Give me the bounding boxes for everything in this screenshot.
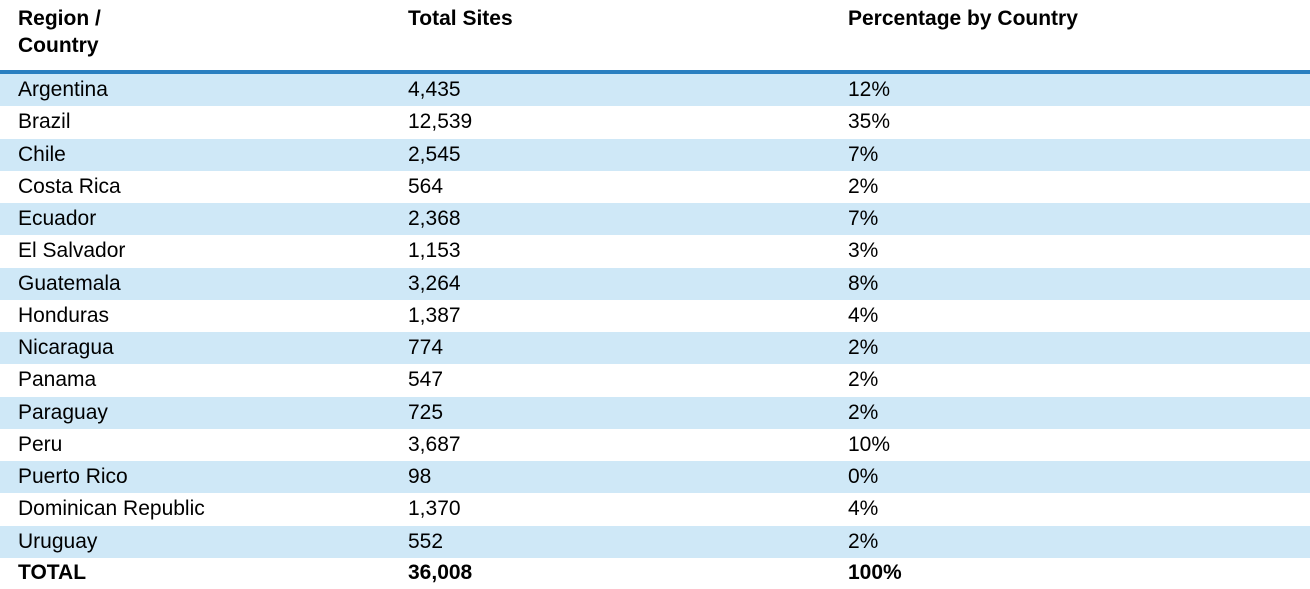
cell-percentage: 12% [830,72,1310,106]
cell-total-sites: 2,545 [390,139,830,171]
cell-country: Puerto Rico [0,461,390,493]
cell-percentage: 4% [830,493,1310,525]
cell-total-sites: 4,435 [390,72,830,106]
table-header [0,0,1310,72]
cell-total-sites: 98 [390,461,830,493]
table-row [0,493,1310,525]
cell-percentage: 2% [830,332,1310,364]
cell-country: Chile [0,139,390,171]
column-header-total-sites: Total Sites [390,0,830,72]
table-body [0,72,1310,589]
table-row [0,397,1310,429]
cell-country: Paraguay [0,397,390,429]
table-row [0,332,1310,364]
column-header-percentage: Percentage by Country [830,0,1310,72]
cell-percentage: 2% [830,526,1310,558]
cell-country: Ecuador [0,203,390,235]
cell-country: Peru [0,429,390,461]
cell-country: Uruguay [0,526,390,558]
cell-country: El Salvador [0,235,390,267]
cell-percentage: 35% [830,106,1310,138]
cell-percentage: 2% [830,364,1310,396]
cell-country: Costa Rica [0,171,390,203]
cell-total-sites: 1,387 [390,300,830,332]
table-row [0,72,1310,106]
table-row [0,106,1310,138]
table-row [0,235,1310,267]
table-row [0,139,1310,171]
cell-percentage: 7% [830,203,1310,235]
table-row [0,300,1310,332]
cell-percentage: 4% [830,300,1310,332]
table-row [0,171,1310,203]
cell-total-sites: 564 [390,171,830,203]
table-row [0,203,1310,235]
cell-total-sites: 36,008 [390,558,830,589]
cell-country: Guatemala [0,268,390,300]
cell-percentage: 7% [830,139,1310,171]
cell-country: Panama [0,364,390,396]
cell-percentage: 8% [830,268,1310,300]
cell-total-sites: 3,687 [390,429,830,461]
cell-country: Argentina [0,72,390,106]
table-total-row [0,558,1310,589]
cell-percentage: 3% [830,235,1310,267]
cell-total-sites: 552 [390,526,830,558]
table-row [0,429,1310,461]
cell-country: Brazil [0,106,390,138]
cell-total-label: TOTAL [0,558,390,589]
cell-total-sites: 3,264 [390,268,830,300]
table-row [0,461,1310,493]
cell-percentage: 0% [830,461,1310,493]
cell-total-sites: 547 [390,364,830,396]
cell-total-sites: 2,368 [390,203,830,235]
column-header-region-line1: Region / [18,7,101,30]
cell-total-sites: 725 [390,397,830,429]
cell-total-sites: 1,370 [390,493,830,525]
cell-total-percentage: 100% [830,558,1310,589]
cell-country: Honduras [0,300,390,332]
table-row [0,364,1310,396]
cell-percentage: 2% [830,171,1310,203]
table-row [0,268,1310,300]
column-header-region-line2: Country [18,33,99,57]
cell-country: Dominican Republic [0,493,390,525]
cell-total-sites: 12,539 [390,106,830,138]
cell-total-sites: 774 [390,332,830,364]
cell-total-sites: 1,153 [390,235,830,267]
cell-country: Nicaragua [0,332,390,364]
cell-percentage: 2% [830,397,1310,429]
cell-percentage: 10% [830,429,1310,461]
column-header-region-country [0,0,390,72]
table-row [0,526,1310,558]
